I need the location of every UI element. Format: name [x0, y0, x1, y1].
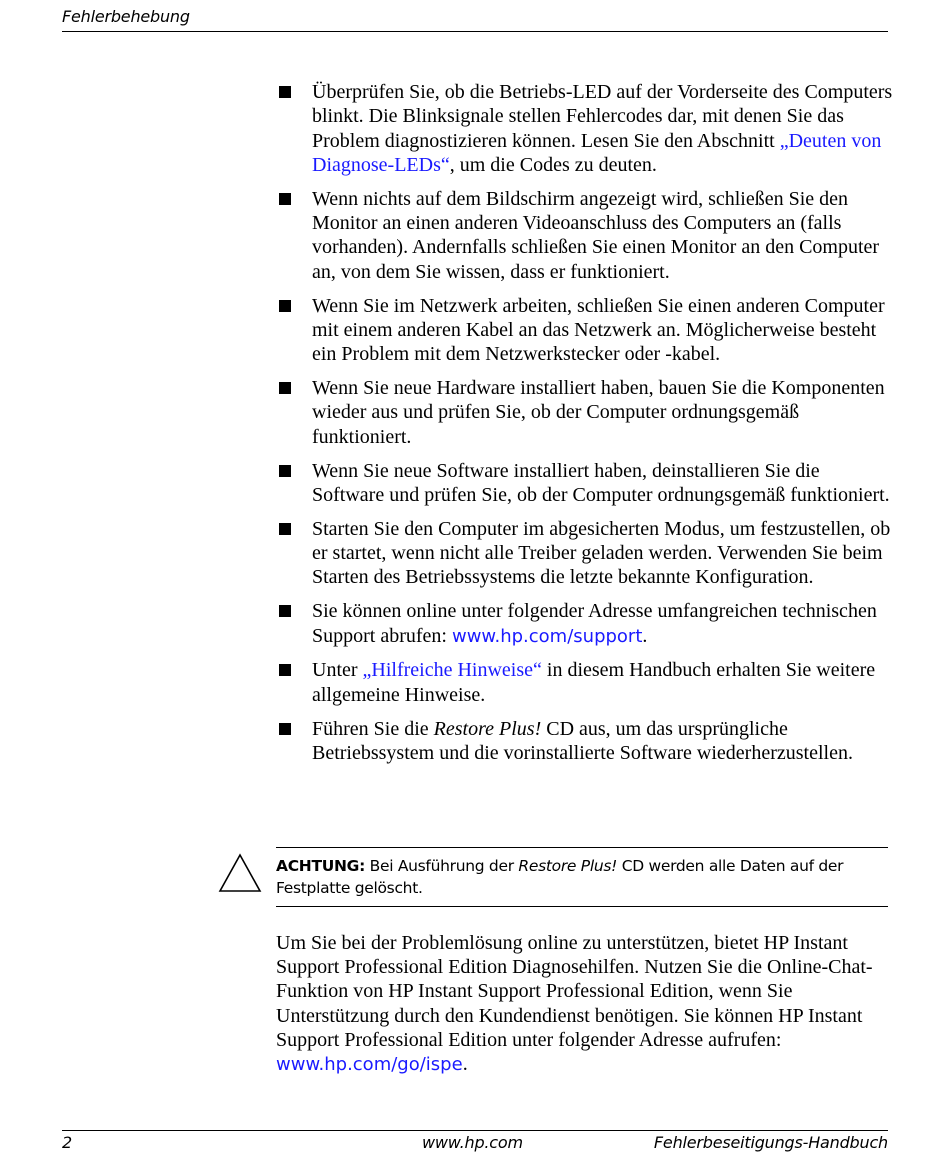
- list-item: Starten Sie den Computer im abgesicherten Modus, um festzustellen, ob er startet, wenn nicht alle Treiber geladen werden. Verwenden Sie beim Starten des Betriebssystems die letzte bekannte Konfiguration.: [276, 517, 896, 590]
- warning-triangle-icon: [218, 853, 262, 893]
- caution-text: ACHTUNG: Bei Ausführung der Restore Plus! CD werden alle Daten auf der Festplatte gelöscht.: [276, 857, 844, 897]
- list-item: Unter „Hilfreiche Hinweise“ in diesem Handbuch erhalten Sie weitere allgemeine Hinweise.: [276, 658, 896, 707]
- header-rule: [62, 31, 888, 32]
- list-item: Wenn Sie im Netzwerk arbeiten, schließen Sie einen anderen Computer mit einem anderen Kabel an das Netzwerk an. Möglicherweise besteht ein Problem mit dem Netzwerkstecker oder -kabel.: [276, 294, 896, 367]
- footer-manual-title: Fehlerbeseitigungs-Handbuch: [653, 1133, 888, 1152]
- hilfreiche-hinweise-link[interactable]: „Hilfreiche Hinweise“: [362, 659, 542, 682]
- square-bullet-icon: [279, 193, 291, 205]
- footer-rule: [62, 1130, 888, 1131]
- footer-website: www.hp.com: [422, 1133, 523, 1152]
- diagnose-leds-link[interactable]: „Deuten von Diagnose-LEDs“: [312, 129, 882, 176]
- list-item: Führen Sie die Restore Plus! CD aus, um das ursprüngliche Betriebssystem und die vorinstallierte Software wiederherzustellen.: [276, 717, 896, 766]
- caution-bottom-rule: [276, 906, 888, 907]
- square-bullet-icon: [279, 465, 291, 477]
- troubleshooting-list: [276, 80, 896, 775]
- list-item: Überprüfen Sie, ob die Betriebs-LED auf der Vorderseite des Computers blinkt. Die Blinksignale stellen Fehlercodes dar, mit denen Sie das Problem diagnostizieren können. Lesen Sie den Abschnitt „Deuten von Diagnose-LEDs“, um die Codes zu deuten.: [276, 80, 896, 177]
- caution-notice: [218, 847, 888, 907]
- list-item: Wenn Sie neue Hardware installiert haben, bauen Sie die Komponenten wieder aus und prüfen Sie, ob der Computer ordnungsgemäß funktioniert.: [276, 376, 896, 449]
- hp-ispe-link[interactable]: www.hp.com/go/ispe: [276, 1054, 463, 1076]
- page-number: 2: [62, 1133, 72, 1152]
- square-bullet-icon: [279, 300, 291, 312]
- list-item: Sie können online unter folgender Adresse umfangreichen technischen Support abrufen: www.hp.com/support.: [276, 599, 896, 649]
- square-bullet-icon: [279, 605, 291, 617]
- instant-support-paragraph: Um Sie bei der Problemlösung online zu unterstützen, bietet HP Instant Support Professional Edition Diagnosehilfen. Nutzen Sie die Online-Chat-Funktion von HP Instant Support Professional Edition, wenn Sie Unterstützung durch den Kundendienst benötigen. Sie können HP Instant Support Professional Edition unter folgender Adresse aufrufen: www.hp.com/go/ispe.: [276, 932, 873, 1076]
- square-bullet-icon: [279, 723, 291, 735]
- square-bullet-icon: [279, 664, 291, 676]
- hp-support-link[interactable]: www.hp.com/support: [451, 625, 643, 647]
- list-item: Wenn Sie neue Software installiert haben, deinstallieren Sie die Software und prüfen Sie, ob der Computer ordnungsgemäß funktioniert.: [276, 459, 896, 508]
- square-bullet-icon: [279, 86, 291, 98]
- running-head-title: Fehlerbehebung: [62, 7, 190, 26]
- caution-top-rule: [276, 847, 888, 848]
- square-bullet-icon: [279, 382, 291, 394]
- square-bullet-icon: [279, 523, 291, 535]
- list-item: Wenn nichts auf dem Bildschirm angezeigt wird, schließen Sie den Monitor an einen anderen Videoanschluss des Computers an (falls vorhanden). Andernfalls schließen Sie einen Monitor an den Computer an, von dem Sie wissen, dass er funktioniert.: [276, 187, 896, 284]
